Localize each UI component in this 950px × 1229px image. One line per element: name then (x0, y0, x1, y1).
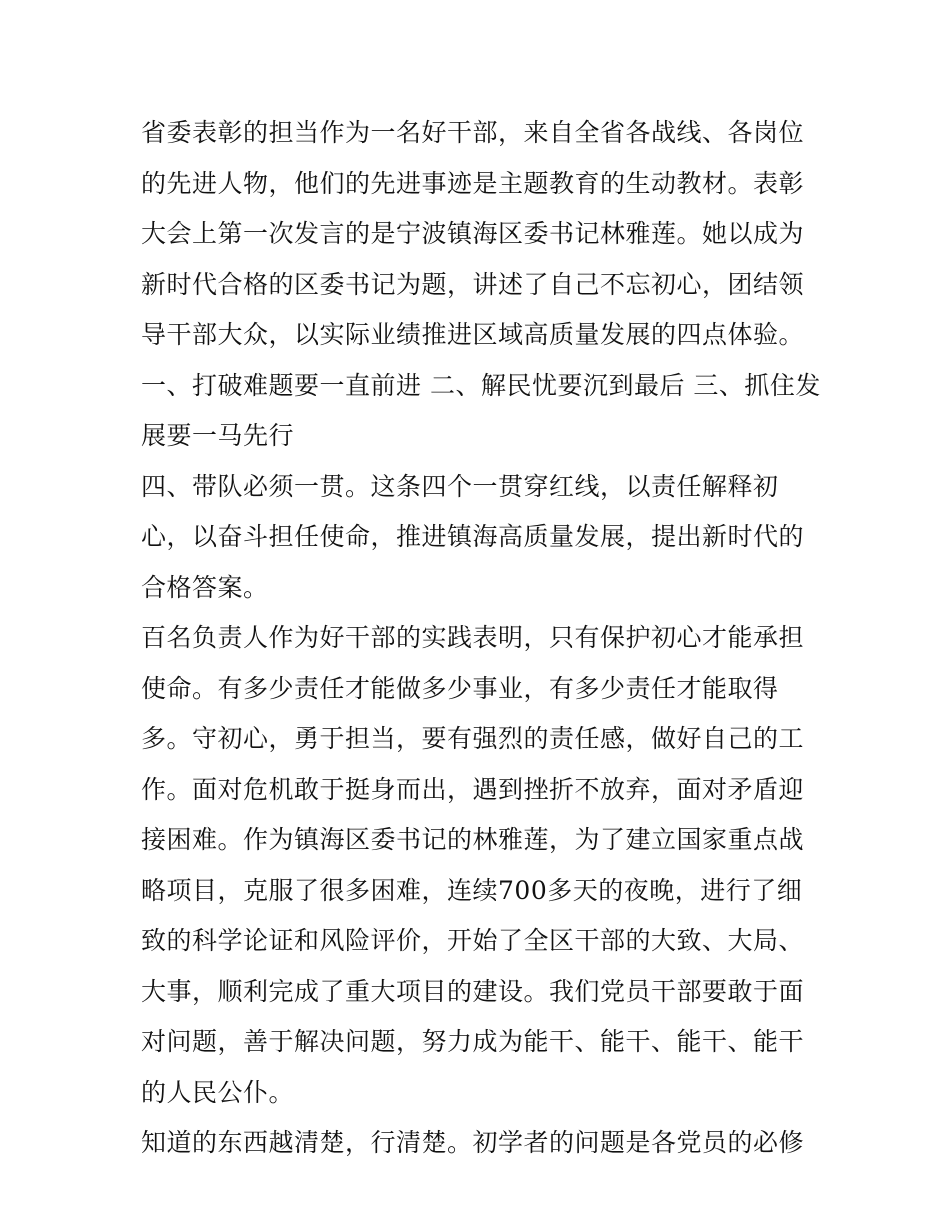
paragraph-commendation: 省委表彰的担当作为一名好干部，来自全省各战线、各岗位的先进人物，他们的先进事迹是主题教育的生动教材。表彰大会上第一次发言的是宁波镇海区委书记林雅莲。她以成为新时代合格的区委书记为题，讲述了自己不忘初心，团结领导干部大众，以实际业绩推进区域高质量发展的四点体验。 (141, 118, 805, 349)
paragraph-points-1-3: 一、打破难题要一直前进 二、解民忧要沉到最后 三、抓住发展要一马先行 (141, 370, 821, 450)
paragraph-practice: 百名负责人作为好干部的实践表明，只有保护初心才能承担使命。有多少责任才能做多少事业，有多少责任才能取得多。守初心，勇于担当，要有强烈的责任感，做好自己的工作。面对危机敢于挺身而出，遇到挫折不放弃，面对矛盾迎接困难。作为镇海区委书记的林雅莲，为了建立国家重点战略项目，克服了很多困难，连续700多天的夜晚，进行了细致的科学论证和风险评价，开始了全区干部的大致、大局、大事，顺利完成了重大项目的建设。我们党员干部要敢于面对问题，善于解决问题，努力成为能干、能干、能干、能干的人民公仆。 (141, 623, 805, 1107)
document-body (141, 108, 821, 1169)
paragraph-knowledge: 知道的东西越清楚，行清楚。初学者的问题是各党员的必修 (141, 1128, 805, 1157)
paragraph-point-4: 四、带队必须一贯。这条四个一贯穿红线，以责任解释初心，以奋斗担任使命，推进镇海高质量发展，提出新时代的合格答案。 (141, 471, 805, 602)
